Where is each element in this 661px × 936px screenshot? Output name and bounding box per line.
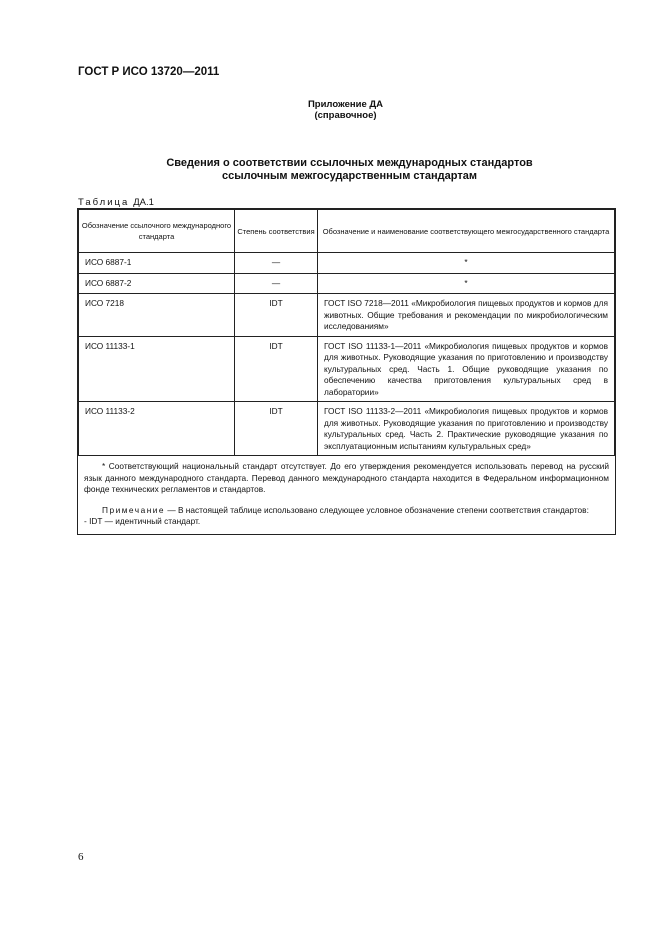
cell-ref: ИСО 6887-1 — [79, 253, 235, 274]
cell-degree: — — [235, 253, 318, 274]
note-item: - IDT — идентичный стандарт. — [84, 516, 201, 526]
cell-ref: ИСО 11133-2 — [79, 402, 235, 456]
cell-degree: — — [235, 273, 318, 294]
table-caption-word: Таблица — [78, 197, 130, 208]
annex-subtitle: (справочное) — [314, 110, 377, 121]
table-header-row — [79, 210, 615, 253]
section-title-line-2: ссылочным межгосударственным стандартам — [222, 170, 477, 182]
table-row — [79, 336, 615, 402]
cell-national: ГОСТ ISO 11133-1—2011 «Микробиология пищевых продуктов и кормов для животных. Руководящие указания по приготовлению и производству культуральных сред. Часть 1. Общие руководящие указания по обеспечению качества приготовления культуральных сред в лаборатории» — [318, 336, 615, 402]
table-row — [79, 273, 615, 294]
table-note — [84, 505, 609, 517]
cell-national: * — [318, 253, 615, 274]
cell-ref: ИСО 7218 — [79, 294, 235, 337]
table-caption-number: ДА.1 — [133, 197, 154, 208]
note-text: — В настоящей таблице использовано следующее условное обозначение степени соответствия стандартов: — [167, 504, 589, 515]
note-label: Примечание — [102, 504, 166, 515]
table-row — [79, 253, 615, 274]
cell-degree: IDT — [235, 336, 318, 402]
document-code: ГОСТ Р ИСО 13720—2011 — [78, 66, 220, 78]
section-title — [0, 157, 661, 183]
cell-ref: ИСО 6887-2 — [79, 273, 235, 294]
cell-degree: IDT — [235, 294, 318, 337]
cell-degree: IDT — [235, 402, 318, 456]
correspondence-table — [77, 208, 616, 535]
header-national-standard: Обозначение и наименование соответствующего межгосударственного стандарта — [318, 210, 615, 253]
section-title-line-1: Сведения о соответствии ссылочных международных стандартов — [166, 157, 533, 169]
header-international-standard: Обозначение ссылочного международного стандарта — [79, 210, 235, 253]
table-row — [79, 402, 615, 456]
table-footnote: * Соответствующий национальный стандарт отсутствует. До его утверждения рекомендуется использовать перевод на русский язык данного международного стандарта. Перевод данного международного стандарта находится в Федеральном информационном фонде технических регламентов и стандартов. — [84, 461, 609, 494]
table-caption — [78, 197, 154, 208]
cell-ref: ИСО 11133-1 — [79, 336, 235, 402]
table-row — [79, 294, 615, 337]
annex-title: Приложение ДА — [307, 99, 384, 110]
cell-national: * — [318, 273, 615, 294]
header-degree: Степень соответствия — [235, 210, 318, 253]
cell-national: ГОСТ ISO 11133-2—2011 «Микробиология пищевых продуктов и кормов для животных. Руководящие указания по приготовлению и производству культуральных сред. Часть 2. Практические руководящие указания по эксплуатационным испытаниям культуральных сред» — [318, 402, 615, 456]
cell-national: ГОСТ ISO 7218—2011 «Микробиология пищевых продуктов и кормов для животных. Общие требования и рекомендации по микробиологическим исследованиям» — [318, 294, 615, 337]
annex-heading — [0, 99, 661, 121]
page-number: 6 — [78, 851, 84, 863]
table-notes — [78, 456, 615, 534]
